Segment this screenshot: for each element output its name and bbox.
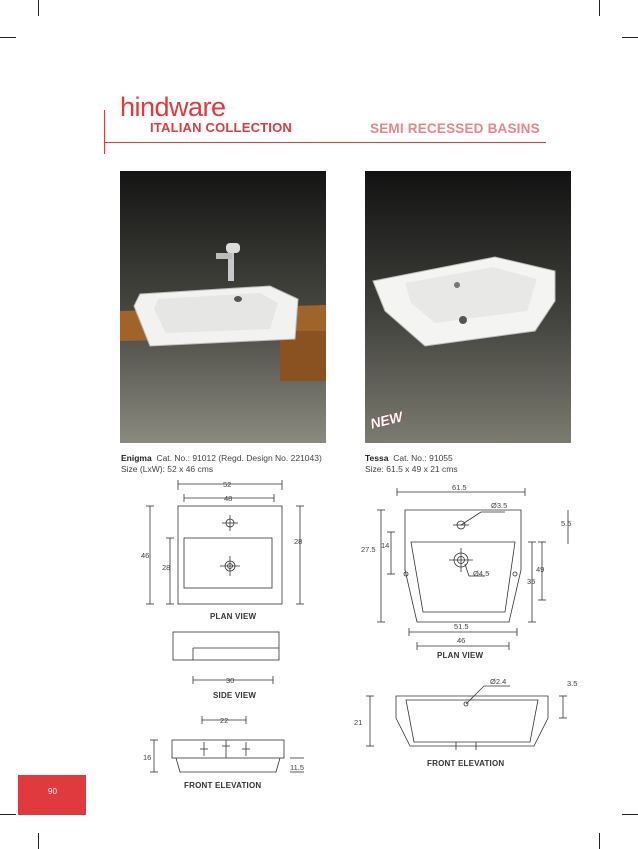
- crop-mark: [38, 833, 39, 849]
- dim-label: 61.5: [452, 483, 467, 492]
- enigma-side-view-label: SIDE VIEW: [213, 691, 257, 700]
- enigma-front-elevation-label: FRONT ELEVATION: [184, 781, 262, 790]
- dim-label: Ø4.5: [473, 569, 490, 578]
- dim-label: 28: [162, 563, 171, 572]
- product-name: Enigma: [121, 453, 152, 463]
- crop-mark: [599, 0, 600, 16]
- dim-label: 27.5: [361, 545, 376, 554]
- dim-label: 21: [354, 718, 363, 727]
- header-accent: [104, 110, 105, 154]
- dim-label: 5.5: [561, 519, 572, 528]
- product-size: Size: 61.5 x 49 x 21 cms: [365, 464, 458, 474]
- dim-label: 48: [224, 494, 233, 503]
- enigma-front-elevation-drawing: [140, 712, 315, 780]
- enigma-plan-view-drawing: [140, 478, 320, 613]
- tessa-plan-view-drawing: [355, 482, 590, 652]
- dim-label: 3.5: [567, 679, 578, 688]
- dim-label: 14: [381, 541, 390, 550]
- header-rule: [104, 142, 546, 143]
- enigma-caption: [121, 453, 322, 475]
- enigma-side-view-drawing: [165, 630, 285, 690]
- dim-label: Ø2.4: [490, 677, 507, 686]
- crop-mark: [38, 0, 39, 16]
- tessa-front-elevation-drawing: [348, 674, 593, 756]
- brand-logo: hindware: [120, 92, 226, 122]
- dim-label: 22: [220, 716, 229, 725]
- section-title: SEMI RECESSED BASINS: [370, 121, 540, 136]
- collection-name: ITALIAN COLLECTION: [150, 120, 293, 135]
- page-number: 90: [48, 787, 57, 796]
- tessa-front-elevation-label: FRONT ELEVATION: [427, 759, 505, 768]
- enigma-plan-view-label: PLAN VIEW: [210, 612, 257, 621]
- catalog-number: Cat. No.: 91012 (Regd. Design No. 221043): [156, 453, 322, 463]
- dim-label: 52: [223, 480, 232, 489]
- crop-mark: [0, 37, 16, 38]
- crop-mark: [0, 814, 16, 815]
- crop-mark: [599, 833, 600, 849]
- product-name: Tessa: [365, 453, 389, 463]
- new-badge: NEW: [368, 408, 405, 432]
- dim-label: 49: [536, 565, 545, 574]
- crop-mark: [622, 37, 638, 38]
- tessa-photo: [365, 171, 571, 443]
- dim-label: 51.5: [454, 622, 469, 631]
- dim-label: 30: [226, 676, 235, 685]
- enigma-photo: [120, 171, 326, 443]
- dim-label: 11.5: [290, 763, 305, 772]
- tessa-caption: [365, 453, 458, 475]
- dim-label: Ø3.5: [491, 501, 508, 510]
- catalog-number: Cat. No.: 91055: [393, 453, 453, 463]
- dim-label: 35: [527, 577, 536, 586]
- crop-mark: [622, 814, 638, 815]
- dim-label: 46: [141, 551, 150, 560]
- dim-label: 46: [457, 636, 466, 645]
- tessa-plan-view-label: PLAN VIEW: [437, 651, 484, 660]
- product-size: Size (LxW): 52 x 46 cms: [121, 464, 214, 474]
- dim-label: 16: [143, 753, 152, 762]
- dim-label: 28: [294, 537, 303, 546]
